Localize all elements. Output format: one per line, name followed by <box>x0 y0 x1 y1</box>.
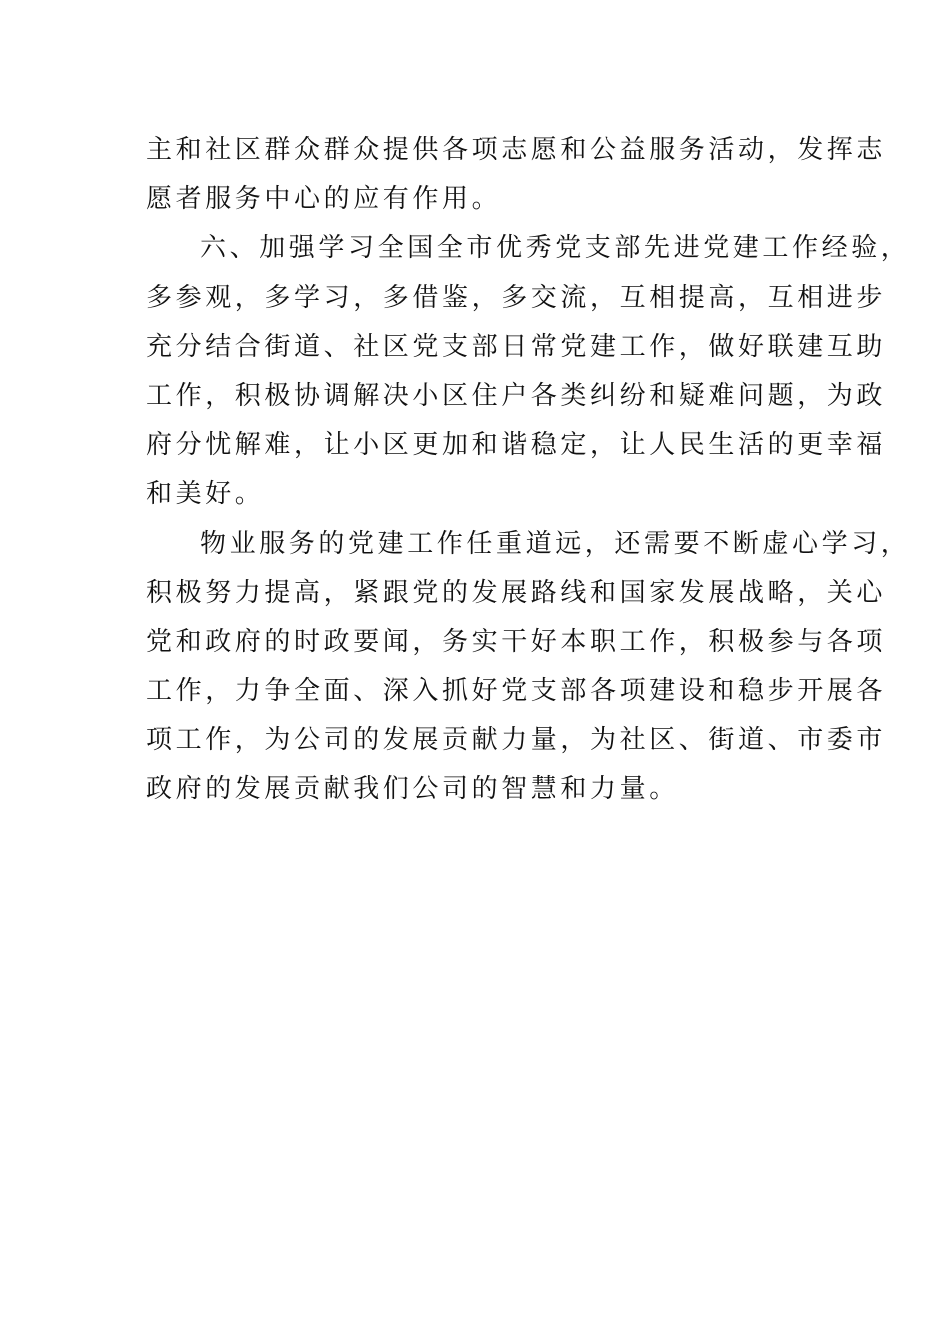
text-line: 工作，力争全面、深入抓好党支部各项建设和稳步开展各 <box>146 676 887 707</box>
text-line: 物业服务的党建工作任重道远，还需要不断虚心学习， <box>200 528 911 559</box>
text-line: 党和政府的时政要闻，务实干好本职工作，积极参与各项 <box>146 626 887 657</box>
text-line: 愿者服务中心的应有作用。 <box>146 184 502 215</box>
text-line: 府分忧解难，让小区更加和谐稳定，让人民生活的更幸福 <box>146 430 887 461</box>
text-line: 充分结合街道、社区党支部日常党建工作，做好联建互助 <box>146 331 887 362</box>
paragraph-six <box>146 224 911 519</box>
text-line: 多参观，多学习，多借鉴，多交流，互相提高，互相进步 <box>146 282 887 313</box>
text-line: 政府的发展贡献我们公司的智慧和力量。 <box>146 774 679 805</box>
text-line: 项工作，为公司的发展贡献力量，为社区、街道、市委市 <box>146 725 887 756</box>
paragraph-continued <box>146 126 887 224</box>
paragraph-conclusion <box>146 520 911 815</box>
document-body <box>146 126 911 815</box>
text-line: 主和社区群众群众提供各项志愿和公益服务活动，发挥志 <box>146 135 887 165</box>
text-line: 积极努力提高，紧跟党的发展路线和国家发展战略，关心 <box>146 577 887 608</box>
text-line: 六、加强学习全国全市优秀党支部先进党建工作经验， <box>200 233 911 264</box>
text-line: 和美好。 <box>146 479 265 510</box>
text-line: 工作，积极协调解决小区住户各类纠纷和疑难问题，为政 <box>146 380 887 411</box>
